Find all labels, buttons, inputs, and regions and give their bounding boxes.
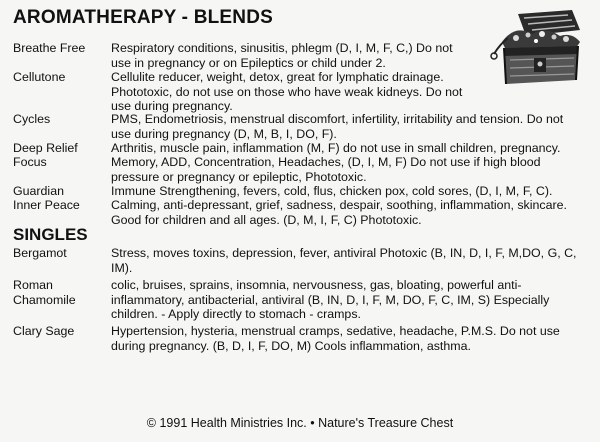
blend-description: Cellulite reducer, weight, detox, great for lymphatic drainage. Phototoxic, do not use on those who have weak kidneys. Do not use during pregnancy. [111, 70, 463, 114]
copyright-footer: © 1991 Health Ministries Inc. • Nature's Treasure Chest [146, 416, 454, 430]
blend-name: Cellutone [13, 70, 66, 84]
single-description: Hypertension, hysteria, menstrual cramps, sedative, headache, P.M.S. Do not use during pregnancy. (B, D, I, F, DO, M) Cools inflammation, asthma. [111, 324, 560, 353]
single-name: Bergamot [13, 246, 67, 260]
singles-heading: SINGLES [13, 225, 88, 244]
treasure-chest-icon [480, 8, 588, 88]
blend-name: Deep Relief [13, 141, 78, 155]
single-name: Clary Sage [13, 324, 75, 338]
blend-description: Respiratory conditions, sinusitis, phlegm (D, I, M, F, C,) Do not use in pregnancy or on Epileptics or child under 2. [111, 41, 453, 70]
single-name-line2: Chamomile [13, 292, 76, 307]
blend-name: Breathe Free [13, 41, 86, 55]
single-description: Stress, moves toxins, depression, fever, antiviral Photoxic (B, IN, D, I, F, M,DO, G, C, IM). [111, 246, 577, 275]
blend-description: Arthritis, muscle pain, inflammation (M, F) do not use in small children, pregnancy. [111, 141, 561, 155]
single-description: colic, bruises, sprains, insomnia, nervousness, gas, bloating, powerful anti-inflammatory, antibacterial, antiviral (B, IN, D, I, F, M, DO, F, C, IM, S) Especially children. - Apply directly to stomach - cramps. [111, 278, 550, 322]
blend-name: Guardian [13, 184, 64, 198]
single-name: Roman [13, 278, 53, 292]
blend-description: Immune Strengthening, fevers, cold, flus, chicken pox, cold sores, (D, I, M, F, C). [111, 184, 553, 198]
blend-name: Cycles [13, 112, 51, 126]
blend-description: PMS, Endometriosis, menstrual discomfort, infertility, irritability and tension. Do not use during pregnancy (D, M, B, I, DO, F). [111, 112, 564, 141]
blend-name: Focus [13, 155, 47, 169]
blend-description: Calming, anti-depressant, grief, sadness, despair, soothing, inflammation, skincare. Good for children and all ages. (D, M, I, F, C) Phototoxic. [111, 198, 567, 227]
blend-description: Memory, ADD, Concentration, Headaches, (D, I, M, F) Do not use if high blood pressure or pregnancy or epileptic, Phototoxic. [111, 155, 541, 184]
page-title: AROMATHERAPY - BLENDS [13, 7, 274, 28]
blend-name: Inner Peace [13, 198, 80, 212]
